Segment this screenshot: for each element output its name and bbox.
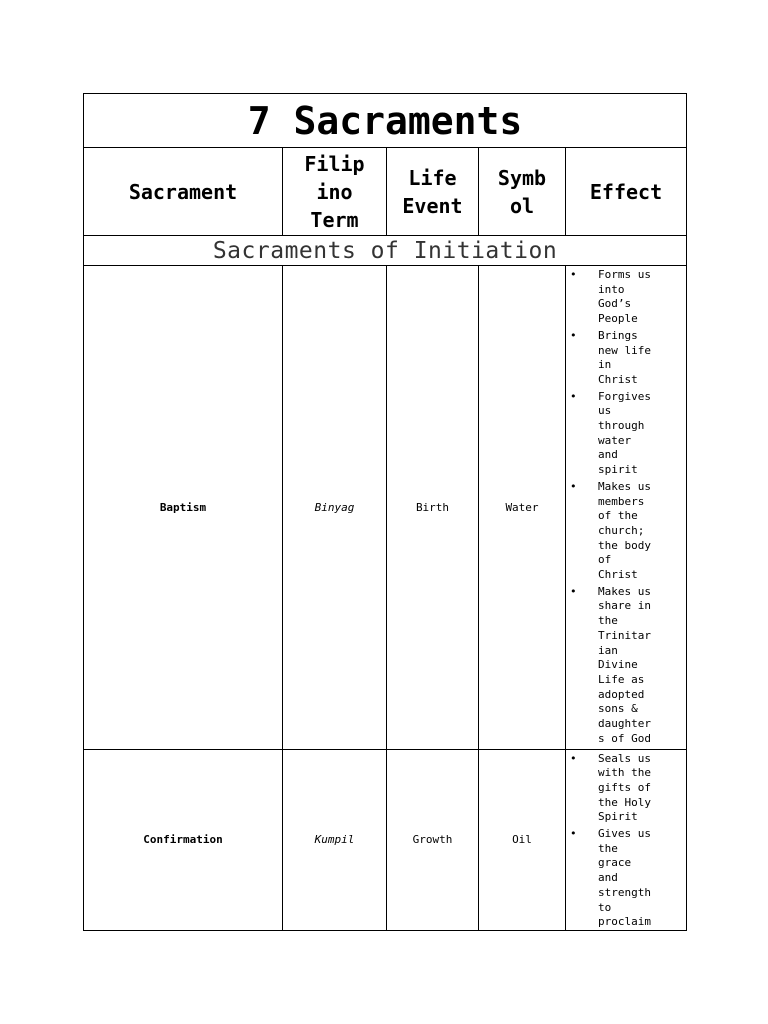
effect-list [566, 752, 686, 930]
table-title: 7 Sacraments [84, 94, 687, 148]
effect-list [566, 268, 686, 747]
header-sacrament: Sacrament [84, 148, 283, 236]
sacraments-table [83, 93, 687, 931]
symbol: Water [479, 266, 566, 750]
header-symbol: Symb ol [479, 148, 566, 236]
section-heading: Sacraments of Initiation [84, 236, 687, 266]
symbol: Oil [479, 749, 566, 930]
table-row [84, 749, 687, 930]
effect-cell [566, 266, 687, 750]
sacrament-name: Baptism [84, 266, 283, 750]
sacrament-name: Confirmation [84, 749, 283, 930]
effect-item: • Seals us with the gifts of the Holy Spirit [592, 752, 686, 826]
life-event: Birth [387, 266, 479, 750]
effect-cell [566, 749, 687, 930]
effect-item: • Gives us the grace and strength to proclaim [592, 827, 686, 929]
header-filipino-term: Filip ino Term [283, 148, 387, 236]
header-effect: Effect [566, 148, 687, 236]
filipino-term: Binyag [283, 266, 387, 750]
effect-item: • Forgives us through water and spirit [592, 390, 686, 478]
filipino-term: Kumpil [283, 749, 387, 930]
effect-item: • Makes us members of the church; the body of Christ [592, 480, 686, 583]
life-event: Growth [387, 749, 479, 930]
effect-item: • Forms us into God’s People [592, 268, 686, 327]
header-life-event: Life Event [387, 148, 479, 236]
effect-item: • Brings new life in Christ [592, 329, 686, 388]
effect-item: • Makes us share in the Trinitar ian Divine Life as adopted sons & daughter s of God [592, 585, 686, 747]
table-row [84, 266, 687, 750]
header-row [84, 148, 687, 236]
